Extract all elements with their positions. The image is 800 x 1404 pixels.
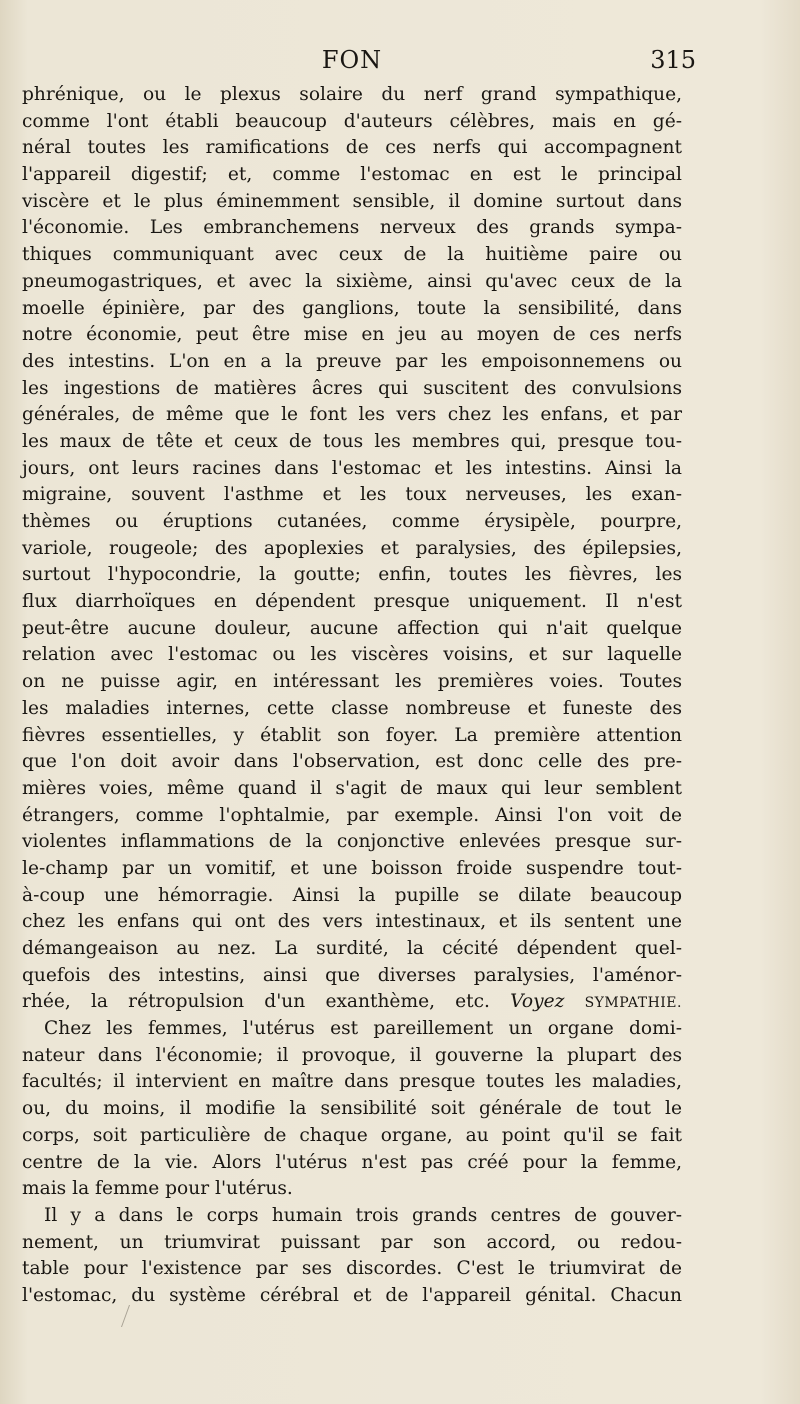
- paragraph-start-line: Chez les femmes, l'utérus est pareillement un organe domi-: [44, 1018, 682, 1040]
- text-line: moelle épinière, par des ganglions, toute la sensibilité, dans: [22, 297, 682, 319]
- paragraph-start-line: Il y a dans le corps humain trois grands centres de gouver-: [44, 1204, 682, 1226]
- text-line: les ingestions de matières âcres qui suscitent des convulsions: [22, 377, 682, 399]
- page-number: 315: [650, 46, 696, 74]
- text-line: mières voies, même quand il s'agit de maux qui leur semblent: [22, 777, 682, 799]
- running-head: [22, 46, 696, 78]
- text-line: fièvres essentielles, y établit son foyer. La première attention: [22, 724, 682, 746]
- text-line: nateur dans l'économie; il provoque, il gouverne la plupart des: [22, 1044, 682, 1066]
- text-line: violentes inflammations de la conjonctive enlevées presque sur-: [22, 831, 682, 853]
- text-line: notre économie, peut être mise en jeu au moyen de ces nerfs: [22, 324, 682, 346]
- text-line: étrangers, comme l'ophtalmie, par exemple. Ainsi l'on voit de: [22, 804, 682, 826]
- text-line: on ne puisse agir, en intéressant les premières voies. Toutes: [22, 671, 682, 693]
- text-line: pneumogastriques, et avec la sixième, ainsi qu'avec ceux de la: [22, 270, 682, 292]
- text-line: thèmes ou éruptions cutanées, comme érysipèle, pourpre,: [22, 511, 682, 532]
- text-line: flux diarrhoïques en dépendent presque uniquement. Il n'est: [22, 591, 682, 613]
- text-line: générales, de même que le font les vers chez les enfans, et par: [22, 404, 682, 426]
- text-line: que l'on doit avoir dans l'observation, est donc celle des pre-: [22, 751, 682, 773]
- text-line: les maladies internes, cette classe nombreuse et funeste des: [22, 697, 682, 719]
- text-line: comme l'ont établi beaucoup d'auteurs célèbres, mais en gé-: [22, 110, 682, 132]
- text-line: corps, soit particulière de chaque organe, au point qu'il se fait: [22, 1124, 682, 1146]
- text-line: l'appareil digestif; et, comme l'estomac en est le principal: [22, 164, 682, 186]
- text-line: surtout l'hypocondrie, la goutte; enfin, toutes les fièvres, les: [22, 564, 682, 586]
- text-line: des intestins. L'on en a la preuve par les empoisonnemens ou: [22, 350, 682, 372]
- cross-reference-term: SYMPATHIE.: [584, 995, 682, 1012]
- text-line: relation avec l'estomac ou les viscères voisins, et sur laquelle: [22, 644, 682, 666]
- text-line: table pour l'existence par ses discordes. C'est le triumvirat de: [22, 1258, 682, 1280]
- text-line: néral toutes les ramifications de ces nerfs qui accompagnent: [22, 137, 682, 159]
- line-text: rhée, la rétropulsion d'un exanthème, etc.: [22, 991, 490, 1013]
- text-line: quefois des intestins, ainsi que diverses paralysies, l'aménor-: [22, 964, 682, 986]
- see-also-italic: Voyez: [510, 991, 565, 1013]
- text-line: à-coup une hémorragie. Ainsi la pupille se dilate beaucoup: [22, 884, 682, 906]
- text-line-cross-reference: [22, 989, 682, 1016]
- paragraph-end-line: mais la femme pour l'utérus.: [22, 1178, 293, 1200]
- text-line: démangeaison au nez. La surdité, la cécité dépendent quel-: [22, 938, 682, 959]
- text-line: chez les enfans qui ont des vers intestinaux, et ils sentent une: [22, 911, 682, 933]
- running-title: FON: [321, 46, 383, 74]
- text-line: thiques communiquant avec ceux de la huitième paire ou: [22, 244, 682, 266]
- text-line: centre de la vie. Alors l'utérus n'est pas créé pour la femme,: [22, 1151, 682, 1173]
- text-line: l'estomac, du système cérébral et de l'appareil génital. Chacun: [22, 1284, 682, 1306]
- text-line: le-champ par un vomitif, et une boisson froide suspendre tout-: [22, 857, 682, 879]
- text-line: peut-être aucune douleur, aucune affection qui n'ait quelque: [22, 617, 682, 639]
- text-line: facultés; il intervient en maître dans presque toutes les maladies,: [22, 1071, 682, 1093]
- text-line: ou, du moins, il modifie la sensibilité soit générale de tout le: [22, 1098, 682, 1120]
- text-line: les maux de tête et ceux de tous les membres qui, presque tou-: [22, 430, 682, 452]
- text-line: migraine, souvent l'asthme et les toux nerveuses, les exan-: [22, 484, 682, 506]
- text-line: viscère et le plus éminemment sensible, il domine surtout dans: [22, 190, 682, 212]
- text-line: l'économie. Les embranchemens nerveux des grands sympa-: [22, 217, 682, 239]
- text-line: jours, ont leurs racines dans l'estomac et les intestins. Ainsi la: [22, 457, 682, 479]
- body-text: [22, 82, 682, 1310]
- text-line: nement, un triumvirat puissant par son accord, ou redou-: [22, 1231, 682, 1253]
- text-line: phrénique, ou le plexus solaire du nerf grand sympathique,: [22, 84, 682, 105]
- text-line: variole, rougeole; des apoplexies et paralysies, des épilepsies,: [22, 537, 682, 559]
